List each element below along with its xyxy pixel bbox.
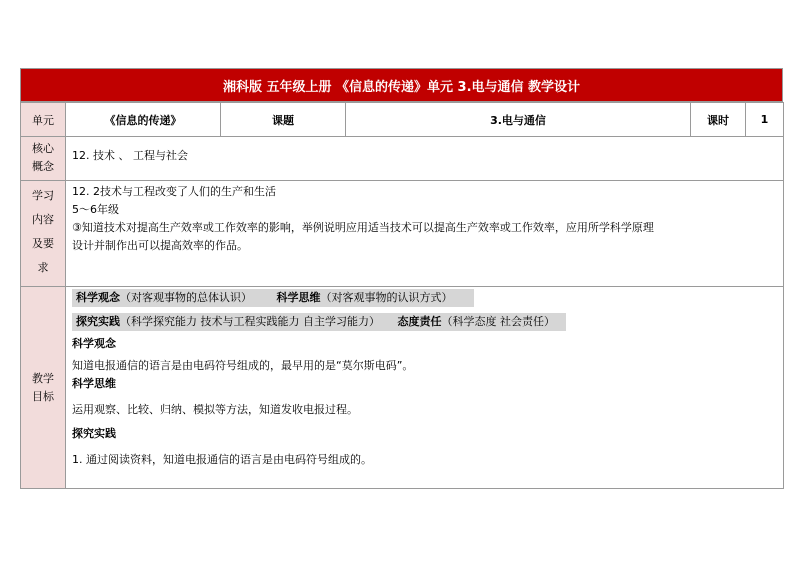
unit-label: 单元 xyxy=(21,103,66,137)
unit-value: 《信息的传递》 xyxy=(66,103,221,137)
goal-text: 1. 通过阅读资料，知道电报通信的语言是由电码符号组成的。 xyxy=(72,453,372,466)
lesson-plan-document xyxy=(20,68,783,489)
core-concept-row xyxy=(21,137,784,181)
requirement-line: 5～6年级 xyxy=(72,203,119,216)
goal-heading: 探究实践 xyxy=(72,427,116,440)
goals-row xyxy=(21,287,784,489)
goal-heading: 科学观念 xyxy=(72,337,116,350)
goal-text: 运用观察、比较、归纳、模拟等方法，知道发收电报过程。 xyxy=(72,403,358,416)
dimension-tags-2 xyxy=(72,313,777,331)
goal-heading: 科学思维 xyxy=(72,377,116,390)
core-concept-label: 核心 概念 xyxy=(21,137,66,181)
lesson-plan-table xyxy=(20,102,784,489)
requirement-line: ③知道技术对提高生产效率或工作效率的影响，举例说明应用适当技术可以提高生产效率或工作效率，应用所学科学原理 xyxy=(72,221,654,234)
info-row xyxy=(21,103,784,137)
tag-inquiry-practice: 探究实践（科学探究能力 技术与工程实践能力 自主学习能力） 态度责任（科学态度 社会责任） xyxy=(72,313,566,331)
goals-content xyxy=(66,287,784,489)
requirements-content xyxy=(66,181,784,287)
period-label: 课时 xyxy=(691,103,746,137)
document-title: 湘科版 五年级上册 《信息的传递》单元 3.电与通信 教学设计 xyxy=(20,68,783,102)
goals-label: 教学 目标 xyxy=(21,287,66,489)
requirement-line: 12. 2技术与工程改变了人们的生产和生活 xyxy=(72,185,276,198)
goal-text: 知道电报通信的语言是由电码符号组成的，最早用的是“莫尔斯电码”。 xyxy=(72,359,414,372)
requirements-label: 学习 内容 及要 求 xyxy=(21,181,66,287)
period-value: 1 xyxy=(746,103,784,137)
tag-scientific-concept: 科学观念（对客观事物的总体认识） 科学思维（对客观事物的认识方式） xyxy=(72,289,474,307)
requirement-line: 设计并制作出可以提高效率的作品。 xyxy=(72,239,248,252)
dimension-tags-1 xyxy=(72,289,777,307)
core-concept-value: 12. 技术 、 工程与社会 xyxy=(66,137,784,181)
lesson-value: 3.电与通信 xyxy=(346,103,691,137)
lesson-label: 课题 xyxy=(221,103,346,137)
requirements-row xyxy=(21,181,784,287)
